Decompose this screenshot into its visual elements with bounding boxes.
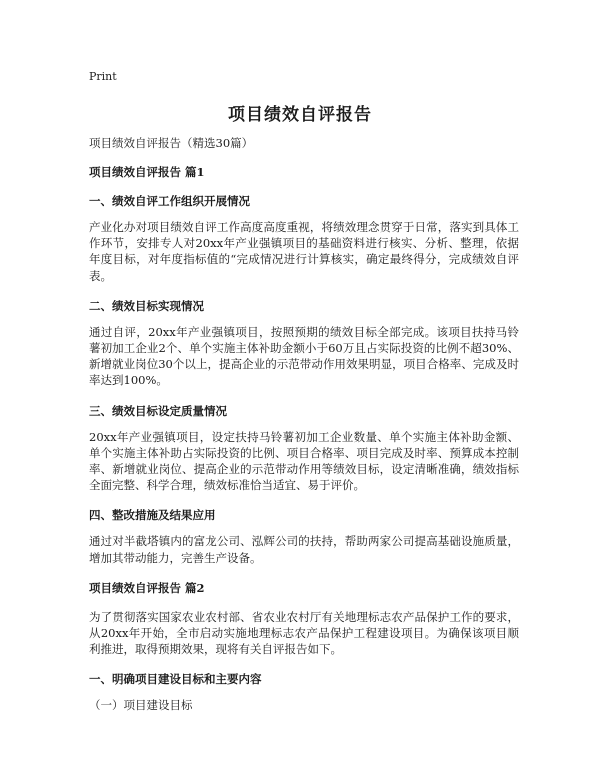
section-heading: 一、明确项目建设目标和主要内容 <box>89 672 262 687</box>
section-heading: 三、绩效目标设定质量情况 <box>89 403 227 418</box>
section-paragraph: 20xx年产业强镇项目，设定扶持马铃薯初加工企业数量、单个实施主体补助金额、单个实施主体补助占实际投资的比例、项目合格率、项目完成及时率、预算成本控制率、新增就业岗位、提高企业的示范带动作用等绩效目标，设定清晰准确，绩效指标全面完整、科学合理，绩效标准恰当适宜、易于评价。 <box>89 429 519 493</box>
section-paragraph: 通过自评，20xx年产业强镇项目，按照预期的绩效目标全部完成。该项目扶持马铃薯初加工企业2个、单个实施主体补助金额小于60万且占实际投资的比例不超30%、新增就业岗位30个以上，提高企业的示范带动作用效果明显，项目合格率、完成及时率达到100%。 <box>89 324 519 388</box>
print-link[interactable]: Print <box>89 70 117 83</box>
subsection-heading: （一）项目建设目标 <box>89 698 193 713</box>
document-body <box>89 135 519 713</box>
section-paragraph: 产业化办对项目绩效自评工作高度高度重视，将绩效理念贯穿于日常，落实到具体工作环节，安排专人对20xx年产业强镇项目的基础资料进行核实、分析、整理，依据年度目标，对年度指标值的“完成情况进行计算核实，确定最终得分，完成绩效自评表。 <box>89 220 519 283</box>
section-heading: 一、绩效自评工作组织开展情况 <box>89 194 250 208</box>
section-paragraph: 通过对半截塔镇内的富龙公司、泓辉公司的扶持，帮助两家公司提高基础设施质量，增加其带动能力，完善生产设备。 <box>89 534 519 565</box>
section-heading: 四、整改措施及结果应用 <box>89 508 216 523</box>
intro-paragraph: 为了贯彻落实国家农业农村部、省农业农村厅有关地理标志农产品保护工作的要求，从20xx年开始，全市启动实施地理标志农产品保护工程建设项目。为确保该项目顺利推进，取得预期效果，现将有关自评报告如下。 <box>89 609 519 657</box>
document-subtitle: 项目绩效自评报告（精选30篇） <box>89 136 254 150</box>
section-heading: 二、绩效目标实现情况 <box>89 298 204 313</box>
document-title: 项目绩效自评报告 <box>228 105 372 125</box>
article-2-title: 项目绩效自评报告 篇2 <box>89 580 205 595</box>
article-1-title: 项目绩效自评报告 篇1 <box>89 165 205 179</box>
